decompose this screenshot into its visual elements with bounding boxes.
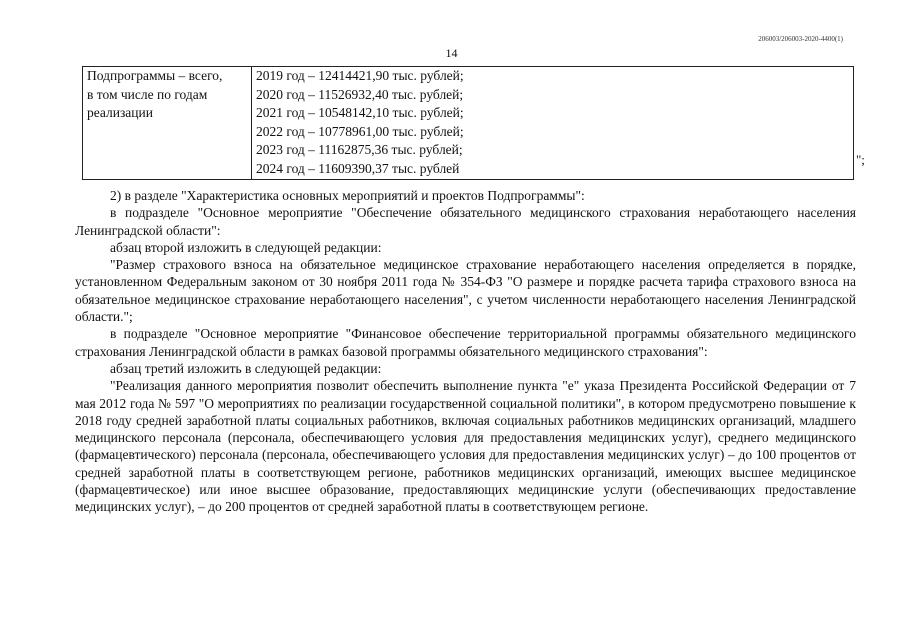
table-row (83, 67, 854, 180)
body-text (75, 187, 856, 516)
year-2021-line: 2021 год – 10548142,10 тыс. рублей; (256, 105, 464, 121)
paragraph: "Реализация данного мероприятия позволит обеспечить выполнение пункта "е" указа Президента Российской Федерации от 7 мая 2012 года № 597 "О мероприятиях по реализации государственной социальной политики", в котором предусмотрено повышение к 2018 году средней заработной платы социальных работников, включая социальных работников медицинских организаций, младшего медицинского персонала (персонала, обеспечивающего условия для предоставления медицинских услуг), среднего медицинского (фармацевтического) персонала (персонала, обеспечивающего условия для предоставления медицинских услуг) – до 100 процентов от средней заработной платы в соответствующем регионе, работников медицинских организаций, имеющих высшее медицинское (фармацевтическое) или иное высшее образование, предоставляющих медицинские услуги (обеспечивающих предоставление медицинских услуг), – до 200 процентов от средней заработной платы в соответствующем регионе. (75, 378, 856, 515)
subprogram-funding-table (82, 66, 854, 180)
paragraph: в подразделе "Основное мероприятие "Обеспечение обязательного медицинского страхования неработающего населения Ленинградской области": (75, 205, 856, 238)
year-2020-line: 2020 год – 11526932,40 тыс. рублей; (256, 86, 464, 102)
year-2019-line: 2019 год – 12414421,90 тыс. рублей; (256, 68, 464, 83)
table-label-cell (83, 67, 252, 180)
table-values-cell (252, 67, 854, 180)
label-line: в том числе по годам (87, 86, 208, 102)
year-2022-line: 2022 год – 10778961,00 тыс. рублей; (256, 123, 464, 139)
document-id: 206003/206003-2020-4400(1) (758, 35, 843, 43)
page-number: 14 (445, 46, 458, 60)
year-2023-line: 2023 год – 11162875,36 тыс. рублей; (256, 142, 463, 158)
paragraph: в подразделе "Основное мероприятие "Финансовое обеспечение территориальной программы обязательного медицинского страхования Ленинградской области в рамках базовой программы обязательного медицинского страхования": (75, 326, 856, 359)
closing-quote: "; (856, 152, 865, 167)
paragraph: абзац второй изложить в следующей редакции: (110, 239, 382, 255)
label-line: реализации (87, 105, 153, 121)
year-2024-line: 2024 год – 11609390,37 тыс. рублей (256, 160, 460, 176)
paragraph: абзац третий изложить в следующей редакции: (110, 360, 382, 376)
label-line: Подпрограммы – всего, (87, 68, 223, 83)
paragraph: "Размер страхового взноса на обязательное медицинское страхование неработающего населения определяется в порядке, установленном Федеральным законом от 30 ноября 2011 года № 354-ФЗ "О размере и порядке расчета тарифа страхового взноса на обязательное медицинское страхование неработающего населения", с учетом численности неработающего населения Ленинградской области."; (75, 257, 856, 325)
paragraph: 2) в разделе "Характеристика основных мероприятий и проектов Подпрограммы": (110, 188, 585, 203)
